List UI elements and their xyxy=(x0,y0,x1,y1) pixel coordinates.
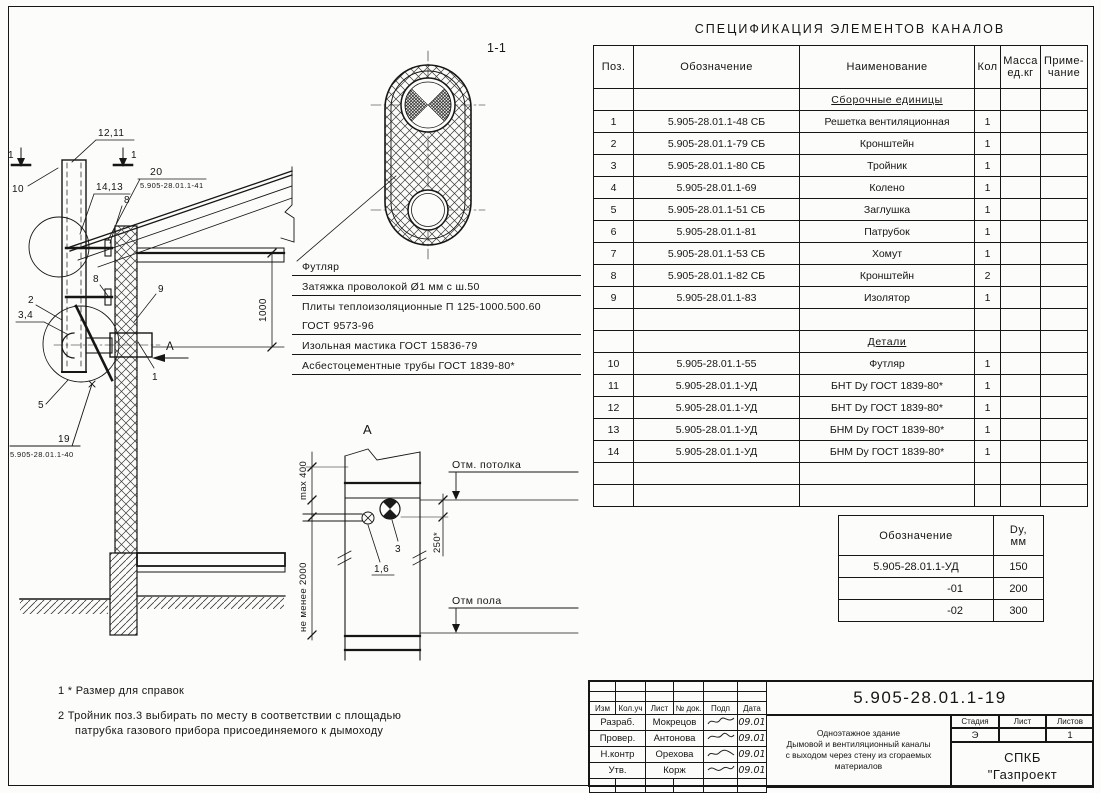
ground-hatch xyxy=(138,597,284,609)
dy-table xyxy=(838,515,1044,622)
title-block xyxy=(588,680,1093,787)
callout-item: Затяжка проволокой Ø1 мм с ш.50 xyxy=(292,276,581,296)
sheets-label: Листов xyxy=(1046,715,1094,728)
pos-label: 12,11 xyxy=(98,128,125,139)
approval-row: Утв. Корж 09.01 xyxy=(590,763,767,779)
callout-leader xyxy=(297,176,396,261)
signature xyxy=(704,747,738,763)
section-1-1 xyxy=(297,41,506,261)
stage-value: Э xyxy=(951,728,999,742)
detail-a xyxy=(298,422,578,660)
material-callouts xyxy=(292,256,581,375)
sheet-value xyxy=(999,728,1046,742)
elevation-labels xyxy=(8,128,269,459)
col-pos: Поз. xyxy=(594,46,634,89)
col-data: Дата xyxy=(738,702,767,715)
col-list: Лист xyxy=(646,702,674,715)
break-marks xyxy=(338,551,426,565)
section-title: 1-1 xyxy=(487,41,507,55)
spec-row: 4 5.905-28.01.1-69 Колено 1 xyxy=(594,177,1088,199)
callout-item: ГОСТ 9573-96 xyxy=(292,315,581,335)
approval-table xyxy=(589,681,767,793)
signature xyxy=(704,731,738,747)
spec-row: 9 5.905-28.01.1-83 Изолятор 1 xyxy=(594,287,1088,309)
pos-label: 10 xyxy=(12,184,24,195)
spec-section-row: Детали xyxy=(594,331,1088,353)
col-mass: Масса ед.кг xyxy=(1001,46,1041,89)
notes xyxy=(58,684,538,739)
document-number: 5.905-28.01.1-19 xyxy=(766,681,1094,715)
pos-label: 8 xyxy=(124,195,130,206)
spec-header-row xyxy=(594,46,1088,89)
spec-row: 13 5.905-28.01.1-УД БНМ Dy ГОСТ 1839-80* 1 xyxy=(594,419,1088,441)
dy-col-designation: Обозначение xyxy=(839,516,994,556)
dy-col-dy: Dy, мм xyxy=(994,516,1044,556)
note-1: 1 * Размер для справок xyxy=(58,685,185,697)
sheets-value: 1 xyxy=(1046,728,1094,742)
dim-1000: 1000 xyxy=(258,298,269,322)
approval-header-row xyxy=(590,702,767,715)
spec-row: 14 5.905-28.01.1-УД БНМ Dy ГОСТ 1839-80* 1 xyxy=(594,441,1088,463)
spec-row: 8 5.905-28.01.1-82 СБ Кронштейн 2 xyxy=(594,265,1088,287)
detail-a-labels xyxy=(298,459,521,632)
dim-250: 250* xyxy=(432,531,443,553)
project-description: Одноэтажное здание Дымовой и вентиляционный каналы с выходом через стену из сгораемых материалов xyxy=(766,715,951,788)
clamp xyxy=(62,333,74,358)
section-cut-label: 1 xyxy=(131,150,137,161)
col-ndok: № док. xyxy=(674,702,704,715)
spec-row: 10 5.905-28.01.1-55 Футляр 1 xyxy=(594,353,1088,375)
note-2: 2 Тройник поз.3 выбирать по месту в соответствии с площадью патрубка газового прибора присоединяемого к дымоходу xyxy=(58,710,402,737)
pos-label: 9 xyxy=(158,284,164,295)
elevation-view xyxy=(8,128,294,635)
vent-flue xyxy=(408,190,448,230)
spec-row: 7 5.905-28.01.1-53 СБ Хомут 1 xyxy=(594,243,1088,265)
spec-section-row: Сборочные единицы xyxy=(594,89,1088,111)
col-izm: Изм xyxy=(590,702,616,715)
ground-hatch xyxy=(20,600,108,614)
stage-label: Стадия xyxy=(951,715,999,728)
spec-row: 2 5.905-28.01.1-79 СБ Кронштейн 1 xyxy=(594,133,1088,155)
level-arrow xyxy=(452,491,460,500)
pos-label: 3 xyxy=(395,544,401,555)
spec-empty-row xyxy=(594,463,1088,485)
section-cut-label: 1 xyxy=(8,150,14,161)
brace xyxy=(76,306,112,380)
ceiling-level-label: Отм. потолка xyxy=(452,459,522,471)
view-a-label: А xyxy=(166,341,175,353)
col-designation: Обозначение xyxy=(634,46,800,89)
dim-2000: не менее 2000 xyxy=(298,562,309,632)
callout-item: Плиты теплоизоляционные П 125-1000.500.60 xyxy=(302,301,541,313)
spec-row: 12 5.905-28.01.1-УД БНТ Dy ГОСТ 1839-80* 1 xyxy=(594,397,1088,419)
spec-empty-row xyxy=(594,485,1088,507)
spec-table-title: СПЕЦИФИКАЦИЯ ЭЛЕМЕНТОВ КАНАЛОВ xyxy=(694,22,1006,36)
pos-label: 20 xyxy=(150,166,163,178)
signature xyxy=(704,715,738,731)
callout-item: Футляр xyxy=(292,256,581,276)
pos-label: 14,13 xyxy=(96,182,124,193)
dy-row: 5.905-28.01.1-УД 150 xyxy=(839,556,1044,578)
spec-empty-row xyxy=(594,309,1088,331)
pos-label: 8 xyxy=(93,274,99,285)
pos-label: 3,4 xyxy=(18,310,34,321)
dy-row: -02 300 xyxy=(839,600,1044,622)
organization: СПКБ "Газпроект xyxy=(951,742,1094,788)
pos-label: 1 xyxy=(152,372,158,383)
dy-header-row xyxy=(839,516,1044,556)
col-name: Наименование xyxy=(800,46,975,89)
spec-row: 5 5.905-28.01.1-51 СБ Заглушка 1 xyxy=(594,199,1088,221)
ref-designation: 5.905-28.01.1-40 xyxy=(10,450,74,459)
level-arrow xyxy=(452,624,460,633)
wall-section xyxy=(115,226,137,553)
dim-max400: max 400 xyxy=(298,460,309,500)
pos-label: 19 xyxy=(58,434,70,445)
dy-row: -01 200 xyxy=(839,578,1044,600)
col-koluch: Кол.уч xyxy=(616,702,646,715)
callout-item: Асбестоцементные трубы ГОСТ 1839-80* xyxy=(292,355,581,375)
ref-designation: 5.905-28.01.1-41 xyxy=(140,181,204,190)
col-podp: Подп xyxy=(704,702,738,715)
signature xyxy=(704,763,738,779)
callout-item: Изольная мастика ГОСТ 15836-79 xyxy=(292,335,581,355)
foundation xyxy=(110,553,137,635)
spec-row: 6 5.905-28.01.1-81 Патрубок 1 xyxy=(594,221,1088,243)
pos-label: 2 xyxy=(28,295,34,306)
view-arrow xyxy=(152,354,165,362)
pos-label: 1,6 xyxy=(374,564,390,575)
pos-label: 5 xyxy=(38,400,44,411)
spec-table xyxy=(593,45,1088,507)
floor-level-label: Отм пола xyxy=(452,595,502,607)
spec-row: 11 5.905-28.01.1-УД БНТ Dy ГОСТ 1839-80* 1 xyxy=(594,375,1088,397)
detail-title: А xyxy=(363,422,373,437)
approval-row: Провер. Антонова 09.01 xyxy=(590,731,767,747)
spec-row: 1 5.905-28.01.1-48 СБ Решетка вентиляционная 1 xyxy=(594,111,1088,133)
spec-row: 3 5.905-28.01.1-80 СБ Тройник 1 xyxy=(594,155,1088,177)
approval-row: Разраб. Мокрецов 09.01 xyxy=(590,715,767,731)
col-note: Приме- чание xyxy=(1041,46,1088,89)
approval-row: Н.контр Орехова 09.01 xyxy=(590,747,767,763)
sheet-label: Лист xyxy=(999,715,1046,728)
col-qty: Кол xyxy=(975,46,1001,89)
